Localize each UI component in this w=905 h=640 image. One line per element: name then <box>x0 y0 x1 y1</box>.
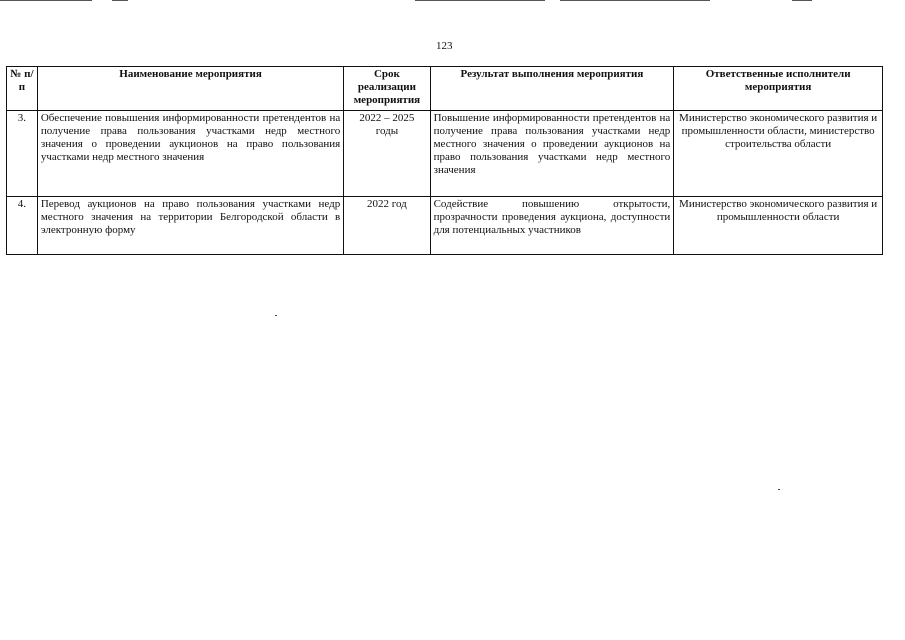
row-result: Повышение информированности претендентов на получение права пользования участками недр местного значения о проведении аукционов на право пользования участками недр местного значения <box>430 111 674 197</box>
row-name: Обеспечение повышения информированности претендентов на получение права пользования участками недр местного значения о проведении аукционов на право пользования участками недр местного значения <box>37 111 343 197</box>
scan-artifact-line <box>792 0 812 1</box>
scan-speck <box>275 315 277 316</box>
scan-speck <box>778 489 780 490</box>
header-name: Наименование мероприятия <box>37 67 343 111</box>
table-header-row <box>7 67 883 111</box>
row-num: 4. <box>7 197 38 255</box>
header-responsible: Ответственные исполнители мероприятия <box>674 67 883 111</box>
scan-artifact-line <box>415 0 545 1</box>
scan-artifact-line <box>560 0 710 1</box>
row-term: 2022 – 2025 годы <box>344 111 430 197</box>
header-result: Результат выполнения мероприятия <box>430 67 674 111</box>
row-term: 2022 год <box>344 197 430 255</box>
row-num: 3. <box>7 111 38 197</box>
table-row <box>7 111 883 197</box>
table-row <box>7 197 883 255</box>
row-responsible: Министерство экономического развития и промышленности области, министерство строительства области <box>674 111 883 197</box>
row-responsible: Министерство экономического развития и промышленности области <box>674 197 883 255</box>
scan-artifact-line <box>112 0 128 1</box>
row-name: Перевод аукционов на право пользования участками недр местного значения на территории Белгородской области в электронную форму <box>37 197 343 255</box>
measures-table <box>6 66 883 255</box>
header-term: Срок реализации мероприятия <box>344 67 430 111</box>
header-num: № п/п <box>7 67 38 111</box>
row-result: Содействие повышению открытости, прозрачности проведения аукциона, доступности для потенциальных участников <box>430 197 674 255</box>
page-number: 123 <box>436 40 453 52</box>
scan-artifact-line <box>0 0 92 1</box>
